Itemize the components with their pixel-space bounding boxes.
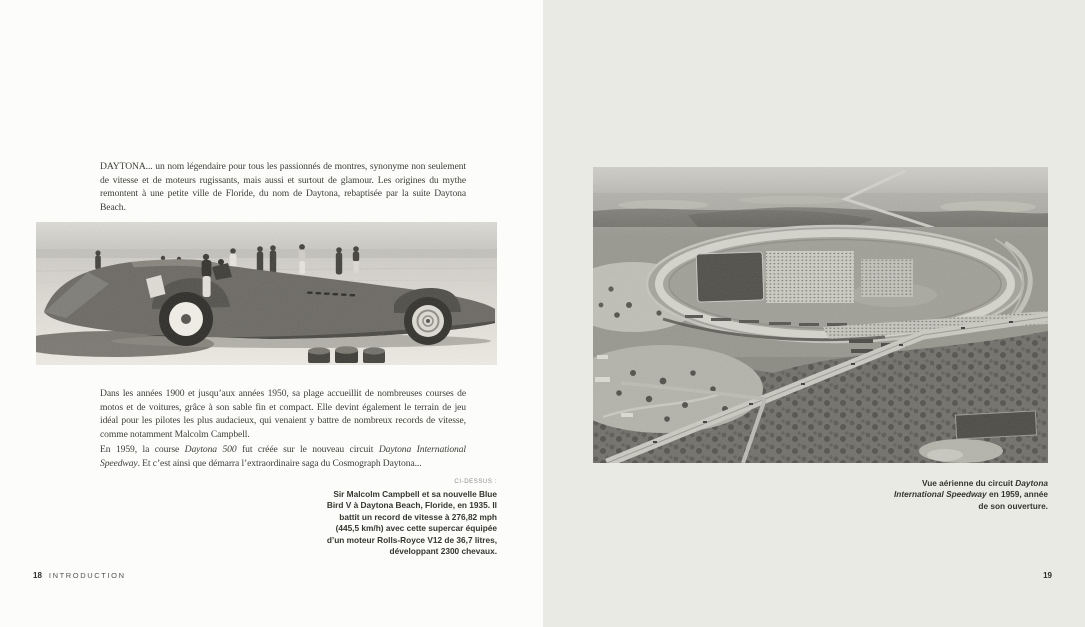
caption-segment-italic: Daytona International Speedway — [893, 478, 1048, 500]
caption-segment: en 1959, année de son ouverture. — [978, 489, 1048, 511]
right-page — [543, 0, 1085, 627]
speedway-aerial-illustration — [593, 167, 1048, 463]
caption-segment: Vue aérienne du circuit — [921, 478, 1016, 488]
paragraph-segment-italic: Daytona 500 — [184, 444, 237, 455]
speedway-photo-caption — [888, 478, 1048, 512]
daytona500-paragraph — [100, 443, 466, 470]
paragraph-segment-italic: Daytona International Speedway — [100, 444, 466, 469]
paragraph-segment: . Et c’est ainsi que démarra l’extraordinaire saga du Cosmograph Daytona... — [137, 457, 422, 469]
right-page-number: 19 — [1043, 571, 1052, 580]
footer-section-label: INTRODUCTION — [48, 571, 126, 580]
speedway-aerial-photo — [593, 167, 1048, 463]
page-footer — [33, 571, 126, 580]
photo-caption-block — [325, 479, 497, 557]
campbell-photo-caption: Sir Malcolm Campbell et sa nouvelle Blue Bird V à Daytona Beach, Floride, en 1935. Il battit un record de vitesse à 276,82 mph (445,5 km/h) avec cette supercar équipée d’un moteur Rolls-Royce V12 de 36,7 litres, développant 2300 chevaux. — [326, 489, 497, 557]
bluebird-beach-illustration — [36, 222, 497, 365]
paragraph-segment: fut créée sur le nouveau circuit — [236, 444, 379, 455]
footer-page-number: 18 — [33, 571, 42, 580]
intro-paragraph: DAYTONA... un nom légendaire pour tous les passionnés de montres, synonyme non seulement de vitesse et de moteurs rugissants, mais aussi et surtout de glamour. Les origines du mythe remontent à une petite ville de Floride, du nom de Daytona, rebaptisée par la suite Daytona Beach. — [100, 161, 466, 214]
history-paragraph: Dans les années 1900 et jusqu’aux années 1950, sa plage accueillit de nombreuses courses de motos et de voitures, grâce à son sable fin et compact. Elle devint également le terrain de jeu idéal pour les pilotes les plus audacieux, qui venaient y battre de nombreux records de vitesse, comme notamment Malcolm Campbell. — [100, 388, 466, 441]
campbell-bluebird-photo — [36, 222, 497, 365]
caption-position-label: CI-DESSUS : — [454, 479, 497, 485]
paragraph-segment: En 1959, la course — [100, 444, 185, 455]
